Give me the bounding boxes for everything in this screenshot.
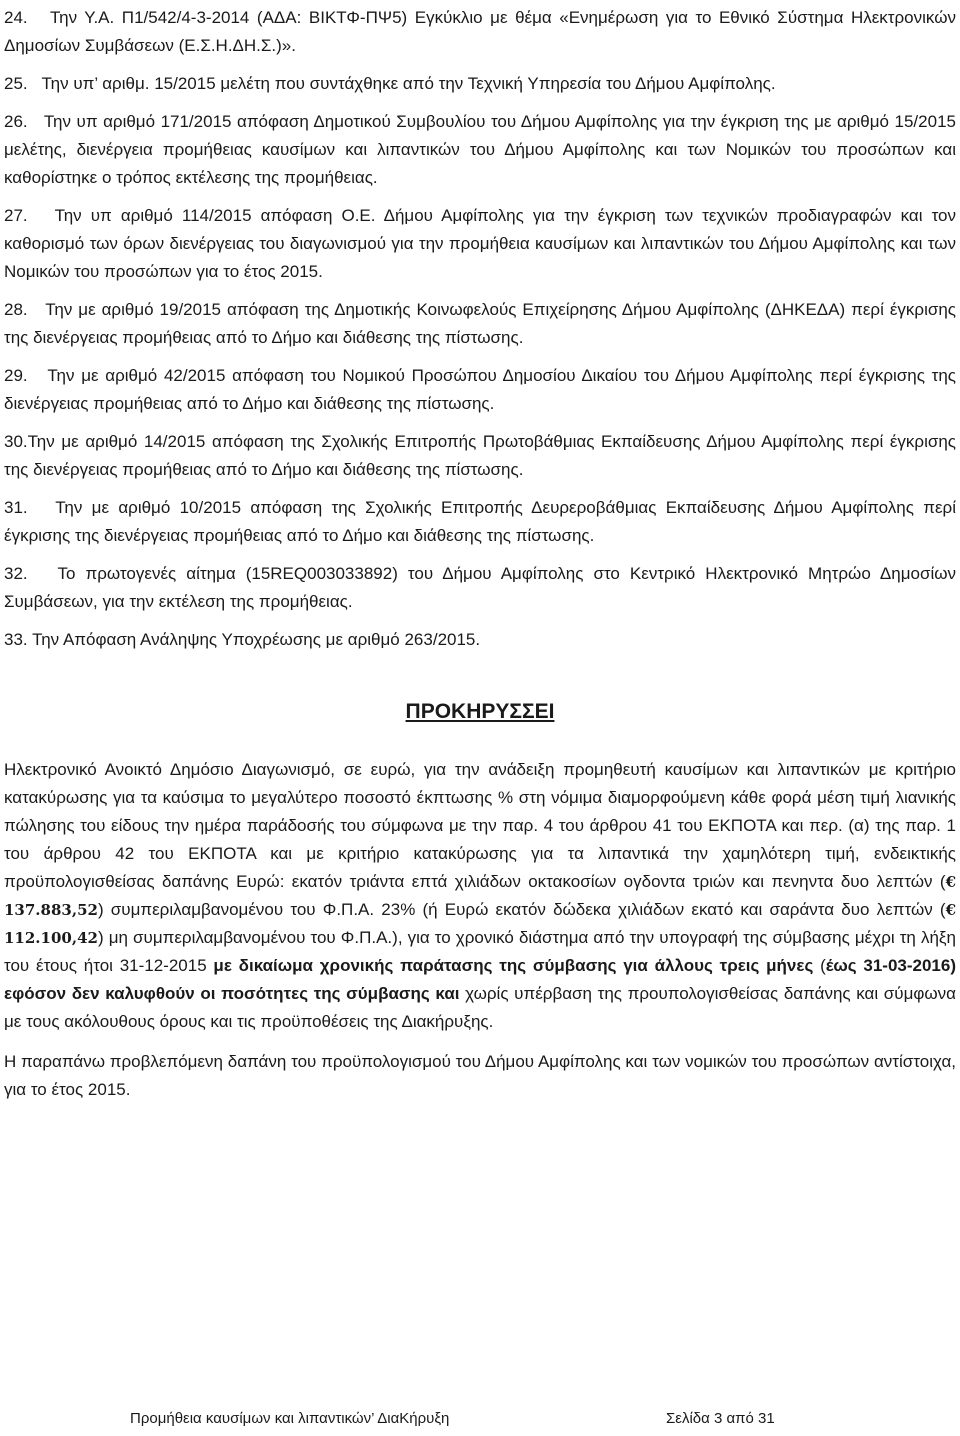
list-item-26: 26. Την υπ αριθμό 171/2015 απόφαση Δημοτικού Συμβουλίου του Δήμου Αμφίπολης για την έγκριση της με αριθμό 15/2015 μελέτης, διενέργεια προμήθειας καυσίμων και λιπαντικών του Δήμου Αμφίπολης και των Νομικών του προσώπων και καθορίστηκε ο τρόπος εκτέλεσης της προμήθειας.	[4, 112, 956, 187]
list-item-25: 25. Την υπ’ αριθμ. 15/2015 μελέτη που συντάχθηκε από την Τεχνική Υπηρεσία του Δήμου Αμφίπολης.	[4, 74, 776, 93]
list-item-29: 29. Την με αριθμό 42/2015 απόφαση του Νομικού Προσώπου Δημοσίου Δικαίου του Δήμου Αμφίπολης περί έγκρισης της διενέργειας προμήθειας από το Δήμο και διάθεσης της πίστωσης.	[4, 366, 956, 413]
document-page	[4, 0, 956, 1104]
list-item-33: 33. Την Απόφαση Ανάληψης Υποχρέωσης με αριθμό 263/2015.	[4, 630, 481, 649]
list-item-30: 30.Την με αριθμό 14/2015 απόφαση της Σχολικής Επιτροπής Πρωτοβάθμιας Εκπαίδευσης Δήμου Αμφίπολης περί έγκρισης της διενέργειας προμήθειας από το Δήμο και διάθεσης της πίστωσης.	[4, 432, 956, 479]
main-paragraph: Ηλεκτρονικό Ανοικτό Δημόσιο Διαγωνισμό, σε ευρώ, για την ανάδειξη προμηθευτή καυσίμων και λιπαντικών με κριτήριο κατακύρωσης για τα καύσιμα το μεγαλύτερο ποσοστό έκπτωσης % στη νόμιμα διαμορφούμενη κάθε φορά μέση τιμή λιανικής πώλησης του είδους την ημέρα παράδοσής του σύμφωνα με την παρ. 4 του άρθρου 41 του ΕΚΠΟΤΑ και περ. (α) της παρ. 1 του άρθρου 42 του ΕΚΠΟΤΑ και με κριτήριο κατακύρωσης για τα λιπαντικά την χαμηλότερη τιμή, ενδεικτικής προϋπολογισθείσας δαπάνης Ευρώ: εκατόν τριάντα επτά χιλιάδων οκτακοσίων ογδοντα τριών και πενηντα δυο λεπτών (€ 137.883,52) συμπεριλαμβανομένου του Φ.Π.Α. 23% (ή Ευρώ εκατόν δώδεκα χιλιάδων εκατό και σαράντα δυο λεπτών (€ 112.100,42) μη συμπεριλαμβανομένου του Φ.Π.Α.), για το χρονικό διάστημα από την υπογραφή της σύμβασης μέχρι τη λήξη του έτους ήτοι 31-12-2015 με δικαίωμα χρονικής παράτασης της σύμβασης για άλλους τρεις μήνες (έως 31-03-2016) εφόσον δεν καλυφθούν οι ποσότητες της σύμβασης και χωρίς υπέρβαση της προυπολογισθείσας δαπάνης και σύμφωνα με τους ακόλουθους όρους και τις προϋποθέσεις της Διακήρυξης.	[4, 760, 956, 1031]
budget-paragraph: Η παραπάνω προβλεπόμενη δαπάνη του προϋπολογισμού του Δήμου Αμφίπολης και των νομικών του προσώπων αντίστοιχα, για το έτος 2015.	[4, 1052, 956, 1099]
amount-without-vat: € 112.100,42	[4, 901, 956, 947]
extension-date-text: έως 31-03-2016) εφόσον δεν καλυφθούν οι ποσότητες της σύμβασης και	[4, 956, 956, 1003]
list-item-27: 27. Την υπ αριθμό 114/2015 απόφαση Ο.Ε. Δήμου Αμφίπολης για την έγκριση των τεχνικών προδιαγραφών και τον καθορισμό των όρων διενέργειας του διαγωνισμού για την προμήθεια καυσίμων και λιπαντικών του Δήμου Αμφίπολης και των Νομικών του προσώπων για το έτος 2015.	[4, 206, 956, 281]
extension-right-text: με δικαίωμα χρονικής παράτασης της σύμβασης για άλλους τρεις μήνες	[213, 956, 814, 975]
footer-title: Προμήθεια καυσίμων και λιπαντικών’ ΔιαΚήρυξη	[130, 1410, 450, 1427]
list-item-28: 28. Την με αριθμό 19/2015 απόφαση της Δημοτικής Κοινωφελούς Επιχείρησης Δήμου Αμφίπολης (ΔΗΚΕΔΑ) περί έγκρισης της διενέργειας προμήθειας από το Δήμο και διάθεσης της πίστωσης.	[4, 300, 956, 347]
section-heading: ΠΡΟΚΗΡΥΣΣΕΙ	[405, 700, 555, 723]
list-item-24: 24. Την Υ.Α. Π1/542/4-3-2014 (ΑΔΑ: ΒΙΚΤΦ-ΠΨ5) Εγκύκλιο με θέμα «Ενημέρωση για το Εθνικό Σύστημα Ηλεκτρονικών Δημοσίων Συμβάσεων (Ε.Σ.Η.ΔΗ.Σ.)».	[4, 8, 956, 55]
list-item-31: 31. Την με αριθμό 10/2015 απόφαση της Σχολικής Επιτροπής Δευρεροβάθμιας Εκπαίδευσης Δήμου Αμφίπολης περί έγκρισης της διενέργειας προμήθειας από το Δήμο και διάθεσης της πίστωσης.	[4, 498, 956, 545]
footer-page-number: Σελίδα 3 από 31	[666, 1410, 775, 1427]
list-item-32: 32. Το πρωτογενές αίτημα (15REQ003033892) του Δήμου Αμφίπολης στο Κεντρικό Ηλεκτρονικό Μητρώο Δημοσίων Συμβάσεων, για την εκτέλεση της προμήθειας.	[4, 564, 956, 611]
amount-with-vat: € 137.883,52	[4, 873, 956, 919]
